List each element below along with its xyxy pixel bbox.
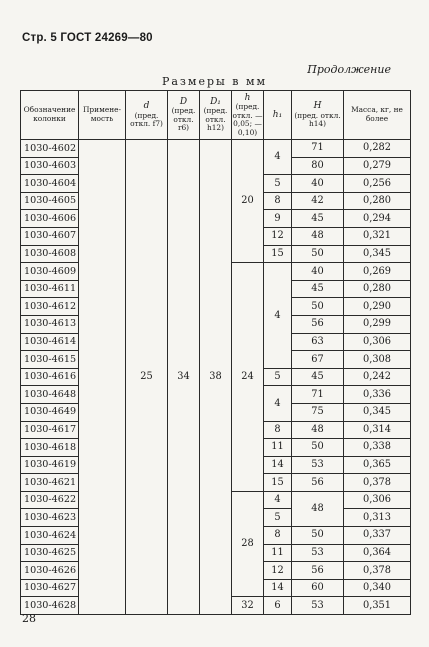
H-cell: 67 — [292, 351, 344, 369]
h1-cell: 15 — [264, 245, 292, 263]
h1-cell: 11 — [264, 439, 292, 457]
designation-cell: 1030-4618 — [21, 439, 79, 457]
H-cell: 50 — [292, 245, 344, 263]
mass-cell: 0,294 — [344, 210, 411, 228]
h1-cell: 9 — [264, 210, 292, 228]
mass-cell: 0,299 — [344, 315, 411, 333]
h1-cell: 11 — [264, 544, 292, 562]
D1-cell: 38 — [200, 140, 232, 615]
mass-cell: 0,256 — [344, 175, 411, 193]
h1-cell: 8 — [264, 421, 292, 439]
designation-cell: 1030-4624 — [21, 527, 79, 545]
H-cell: 63 — [292, 333, 344, 351]
H-cell: 53 — [292, 544, 344, 562]
H-cell: 45 — [292, 280, 344, 298]
col-h1: h₁ — [264, 91, 292, 140]
mass-cell: 0,321 — [344, 227, 411, 245]
designation-cell: 1030-4619 — [21, 456, 79, 474]
mass-cell: 0,345 — [344, 403, 411, 421]
h1-cell: 5 — [264, 368, 292, 386]
h1-cell: 8 — [264, 192, 292, 210]
designation-cell: 1030-4606 — [21, 210, 79, 228]
designation-cell: 1030-4616 — [21, 368, 79, 386]
mass-cell: 0,306 — [344, 491, 411, 509]
h1-cell: 8 — [264, 527, 292, 545]
col-D1: D₁ (пред. откл. h12) — [200, 91, 232, 140]
H-cell: 48 — [292, 227, 344, 245]
page-number: 28 — [22, 612, 36, 625]
col-H: H (пред. откл. h14) — [292, 91, 344, 140]
designation-cell: 1030-4621 — [21, 474, 79, 492]
mass-cell: 0,269 — [344, 263, 411, 281]
mass-cell: 0,336 — [344, 386, 411, 404]
designation-cell: 1030-4607 — [21, 227, 79, 245]
designation-cell: 1030-4617 — [21, 421, 79, 439]
d-cell: 25 — [126, 140, 168, 615]
H-cell: 56 — [292, 562, 344, 580]
application-cell — [79, 140, 126, 615]
h-cell: 24 — [232, 263, 264, 492]
mass-cell: 0,345 — [344, 245, 411, 263]
H-cell: 45 — [292, 368, 344, 386]
h1-cell: 6 — [264, 597, 292, 615]
h1-cell: 5 — [264, 509, 292, 527]
mass-cell: 0,365 — [344, 456, 411, 474]
mass-cell: 0,340 — [344, 579, 411, 597]
h1-cell: 15 — [264, 474, 292, 492]
designation-cell: 1030-4608 — [21, 245, 79, 263]
mass-cell: 0,280 — [344, 280, 411, 298]
mass-cell: 0,242 — [344, 368, 411, 386]
designation-cell: 1030-4628 — [21, 597, 79, 615]
H-cell: 50 — [292, 439, 344, 457]
designation-cell: 1030-4648 — [21, 386, 79, 404]
mass-cell: 0,378 — [344, 562, 411, 580]
H-cell: 60 — [292, 579, 344, 597]
table-header-row — [21, 91, 411, 140]
h1-cell: 12 — [264, 562, 292, 580]
designation-cell: 1030-4605 — [21, 192, 79, 210]
mass-cell: 0,282 — [344, 140, 411, 158]
col-designation: Обозначение колонки — [21, 91, 79, 140]
mass-cell: 0,378 — [344, 474, 411, 492]
mass-cell: 0,308 — [344, 351, 411, 369]
H-cell: 40 — [292, 263, 344, 281]
mass-cell: 0,280 — [344, 192, 411, 210]
designation-cell: 1030-4626 — [21, 562, 79, 580]
designation-cell: 1030-4613 — [21, 315, 79, 333]
h1-cell: 4 — [264, 491, 292, 509]
designation-cell: 1030-4622 — [21, 491, 79, 509]
H-cell: 45 — [292, 210, 344, 228]
H-cell: 75 — [292, 403, 344, 421]
h1-cell: 5 — [264, 175, 292, 193]
h1-cell: 4 — [264, 386, 292, 421]
h1-cell: 14 — [264, 579, 292, 597]
H-cell: 50 — [292, 298, 344, 316]
H-cell: 50 — [292, 527, 344, 545]
D-cell: 34 — [168, 140, 200, 615]
mass-cell: 0,313 — [344, 509, 411, 527]
H-cell: 56 — [292, 474, 344, 492]
col-mass: Масса, кг, не более — [344, 91, 411, 140]
H-cell: 56 — [292, 315, 344, 333]
page-header: Стр. 5 ГОСТ 24269—80 — [22, 32, 153, 44]
col-application: Примене-мость — [79, 91, 126, 140]
mass-cell: 0,290 — [344, 298, 411, 316]
mass-cell: 0,306 — [344, 333, 411, 351]
mass-cell: 0,314 — [344, 421, 411, 439]
H-cell: 80 — [292, 157, 344, 175]
designation-cell: 1030-4603 — [21, 157, 79, 175]
H-cell: 53 — [292, 597, 344, 615]
designation-cell: 1030-4625 — [21, 544, 79, 562]
h-cell: 20 — [232, 140, 264, 263]
dimensions-table — [20, 90, 411, 615]
H-cell: 40 — [292, 175, 344, 193]
table-caption: Размеры в мм — [161, 75, 268, 88]
H-cell: 48 — [292, 421, 344, 439]
designation-cell: 1030-4614 — [21, 333, 79, 351]
mass-cell: 0,337 — [344, 527, 411, 545]
h1-cell: 4 — [264, 263, 292, 369]
h1-cell: 12 — [264, 227, 292, 245]
mass-cell: 0,364 — [344, 544, 411, 562]
h-cell: 32 — [232, 597, 264, 615]
H-cell: 53 — [292, 456, 344, 474]
designation-cell: 1030-4649 — [21, 403, 79, 421]
designation-cell: 1030-4627 — [21, 579, 79, 597]
H-cell: 42 — [292, 192, 344, 210]
col-d: d (пред. откл. f7) — [126, 91, 168, 140]
mass-cell: 0,338 — [344, 439, 411, 457]
designation-cell: 1030-4612 — [21, 298, 79, 316]
designation-cell: 1030-4615 — [21, 351, 79, 369]
mass-cell: 0,351 — [344, 597, 411, 615]
H-cell: 48 — [292, 491, 344, 526]
col-D: D (пред. откл. r6) — [168, 91, 200, 140]
table-row — [21, 140, 411, 158]
designation-cell: 1030-4609 — [21, 263, 79, 281]
designation-cell: 1030-4602 — [21, 140, 79, 158]
mass-cell: 0,279 — [344, 157, 411, 175]
H-cell: 71 — [292, 386, 344, 404]
h-cell: 28 — [232, 491, 264, 597]
H-cell: 71 — [292, 140, 344, 158]
designation-cell: 1030-4604 — [21, 175, 79, 193]
h1-cell: 14 — [264, 456, 292, 474]
col-h: h (пред. откл. —0,05; —0,10) — [232, 91, 264, 140]
h1-cell: 4 — [264, 140, 292, 175]
continuation-label: Продолжение — [307, 63, 391, 76]
designation-cell: 1030-4611 — [21, 280, 79, 298]
designation-cell: 1030-4623 — [21, 509, 79, 527]
